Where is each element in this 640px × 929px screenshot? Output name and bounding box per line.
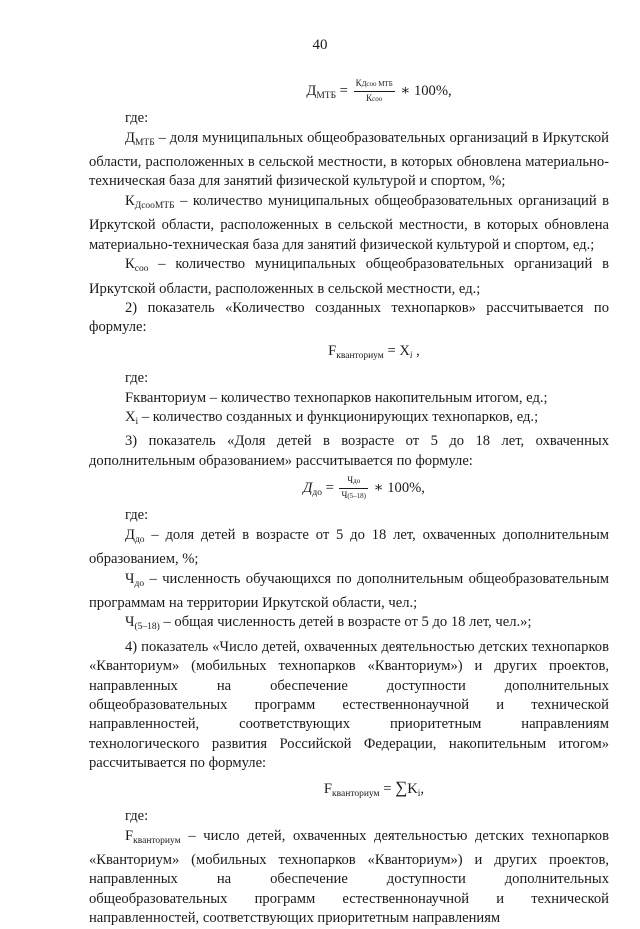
definition-f-kvantorium-1: Fкванториум – количество технопарков накопительным итогом, ед.; xyxy=(125,389,548,406)
where-label: где: xyxy=(125,808,149,825)
formula-f-kvantorium-2: $F_{кванториум} = \sum K_i$, xyxy=(323,777,425,799)
formula-d-mtb: $Д_{МТБ}$ = $\frac{\text{КДсоо МТБ}}{\text{Ксоо}}$ ∗ 100%, xyxy=(306,78,452,103)
definition-x-i: $X_i$ – количество созданных и функционирующих технопарков, ед.; xyxy=(125,408,539,427)
item-4: 4) показатель «Число детей, охваченных деятельностью детских технопарков «Кванториум» (мобильных технопарков «Кванториум») и других проектов, направленных на обеспечение доступности дополнительных общеобразовательных программ естественнонаучной и технической направленностей, соответствующих приоритетным направлениям технологического развития Российской Федерации, накопительным итогом» рассчитывается по формуле: xyxy=(89,638,609,772)
body-text xyxy=(89,74,609,929)
definition-d-mtb: $Д_{МТБ}$ – доля муниципальных общеобразовательных организаций в Иркутской области, расположенных в сельской местности, в которых обновлена материально-техническая база для занятий физической культурой и спортом, %; xyxy=(89,129,609,190)
fraction: $\frac{\text{КДсоо МТБ}}{\text{Ксоо}}$ xyxy=(355,78,393,103)
definition-k-dsoo-mtb: $К_{ДсооМТБ}$ – количество муниципальных общеобразовательных организаций в Иркутской области, расположенных в сельской местности, в которых обновлена материально-техническая база для занятий физической культурой и спортом, ед.; xyxy=(89,192,609,253)
definition-ch-5-18: $Ч_{(5-18)}$ – общая численность детей в возрасте от 5 до 18 лет, чел.»; xyxy=(125,614,532,633)
definition-k-soo: $К_{соо}$ – количество муниципальных общеобразовательных организаций в Иркутской области, расположенных в сельской местности, ед.; xyxy=(89,256,609,297)
definition-ch-do: $Ч_{до}$ – численность обучающихся по дополнительным общеобразовательным программам на территории Иркутской области, чел.; xyxy=(89,570,609,612)
item-2: 2) показатель «Количество созданных технопарков» рассчитывается по формуле: xyxy=(89,299,609,336)
page-number: 40 xyxy=(312,37,328,53)
definition-d-do: $Д_{до}$ – доля детей в возрасте от 5 до 18 лет, охваченных дополнительным образованием, %; xyxy=(89,526,609,568)
formula-f-kvantorium-1: $F_{кванториум} = X_i$ , xyxy=(328,342,420,361)
where-label: где: xyxy=(125,370,149,387)
definition-f-kvantorium-2: $F_{кванториум}$ – число детей, охваченных деятельностью детских технопарков «Кванториум» (мобильных технопарков «Кванториум») и других проектов, направленных на обеспечение доступности дополнительных общеобразовательных программ естественнонаучной и технической направленностей, соответствующих приоритетным направлениям xyxy=(89,827,609,927)
item-3: 3) показатель «Доля детей в возрасте от 5 до 18 лет, охваченных дополнительным образованием» рассчитывается по формуле: xyxy=(89,433,609,469)
formula-d-do: $Д_{до}$ = $\frac{\text{Чдо}}{Ч(5-18)}$ ∗ 100%, xyxy=(303,475,425,501)
where-label: где: xyxy=(125,110,149,127)
where-label: где: xyxy=(125,507,149,524)
fraction: $\frac{\text{Чдо}}{Ч(5-18)}$ xyxy=(341,475,367,501)
